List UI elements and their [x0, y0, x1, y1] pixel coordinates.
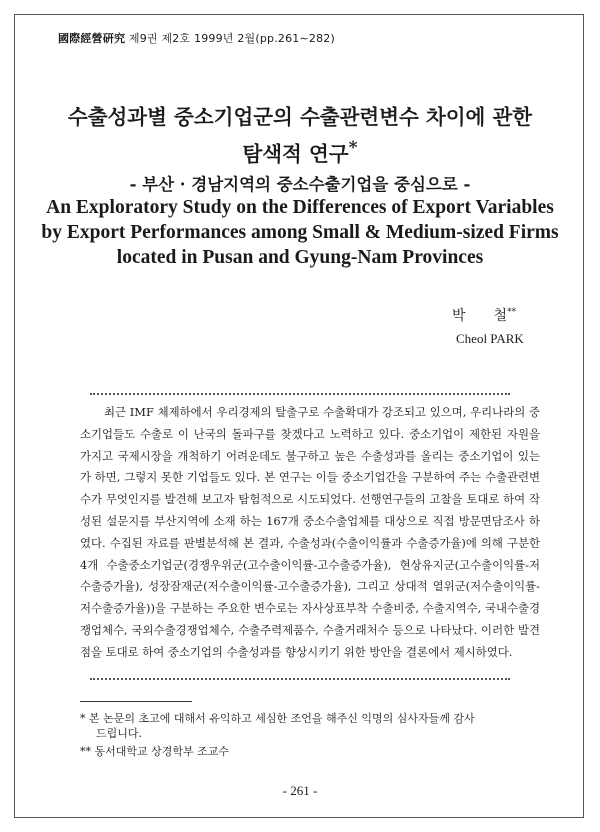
abstract-top-divider	[90, 393, 510, 395]
footnote-1	[80, 711, 520, 741]
abstract	[80, 402, 540, 664]
author-name-korean	[452, 305, 516, 325]
footnote-rule	[80, 701, 192, 702]
journal-header	[58, 30, 335, 46]
footnote-2	[80, 744, 229, 759]
footnote-2-mark: **	[80, 745, 91, 758]
journal-name: 國際經營硏究	[58, 32, 126, 45]
author-footnote-mark: **	[507, 307, 517, 318]
abstract-text: 최근 IMF 체제하에서 우리경제의 탈출구로 수출확대가 강조되고 있으며, 우리나라의 중소기업들도 수출로 이 난국의 돌파구를 찾겠다고 노력하고 있다. 중소기업이 제한된 자원을 가지고 국제시장을 개척하기 어려운데도 불구하고 높은 수출성과를 올리는 중소기업이 있는가 하면, 그렇지 못한 기업들도 있다. 본 연구는 이들 중소기업간을 구분하여 주는 수출관련변수가 무엇인지를 발견해 보고자 탐험적으로 시도되었다. 선행연구들의 고찰을 토대로 하여 작성된 설문지를 부산지역에 소재 하는 167개 중소수출업체를 대상으로 직접 방문면담조사 하였다. 수집된 자료를 판별분석해 본 결과, 수출성과(수출이익률과 수출증가율)에 의해 구분한 4개 수출중소기업군(경쟁우위군(고수출이익률-고수출증가율), 현상유지군(고수출이익률-저수출증가율), 성장잠재군(저수출이익률-고수출증가율), 그리고 상대적 열위군(저수출이익률-저수출증가율))을 구분하는 주요한 변수로는 자사상표부착 수출비중, 수출지역수, 국내수출경쟁업체수, 국외수출경쟁업체수, 수출주력제품수, 수출거래처수 등으로 나타났다. 이러한 발견점을 토대로 하여 중소기업의 수출성과를 향상시키기 위한 방안을 결론에서 제시하였다.	[80, 405, 540, 659]
korean-title-line-2-text: 탐색적 연구	[242, 142, 349, 166]
korean-subtitle: - 부산 · 경남지역의 중소수출기업을 중심으로 -	[129, 175, 471, 194]
footnote-1-line-1: 본 논문의 초고에 대해서 유익하고 세심한 조언을 해주신 익명의 심사자들께 감사	[89, 712, 475, 725]
page-number: - 261 -	[282, 783, 318, 798]
english-title-line-1: An Exploratory Study on the Differences of Export Variables	[46, 197, 554, 218]
english-title-line-3: located in Pusan and Gyung-Nam Provinces	[116, 247, 484, 268]
title-footnote-mark: *	[348, 138, 358, 159]
english-title-line-2: by Export Performances among Small & Medium-sized Firms	[41, 222, 559, 243]
korean-title-line-2	[40, 137, 560, 167]
volume-info: 제9권 제2호 1999년 2월(pp.261∼282)	[128, 32, 335, 45]
footnote-1-mark: *	[80, 712, 86, 725]
footnote-2-text: 동서대학교 상경학부 조교수	[94, 745, 230, 758]
abstract-bottom-divider	[90, 678, 510, 680]
author-name-ko-2: 철	[493, 308, 508, 324]
author-name-english: Cheol PARK	[456, 331, 524, 346]
korean-title-line-1: 수출성과별 중소기업군의 수출관련변수 차이에 관한	[67, 105, 533, 129]
footnote-1-line-2: 드립니다.	[96, 727, 143, 740]
author-name-ko-1: 박	[452, 308, 466, 324]
